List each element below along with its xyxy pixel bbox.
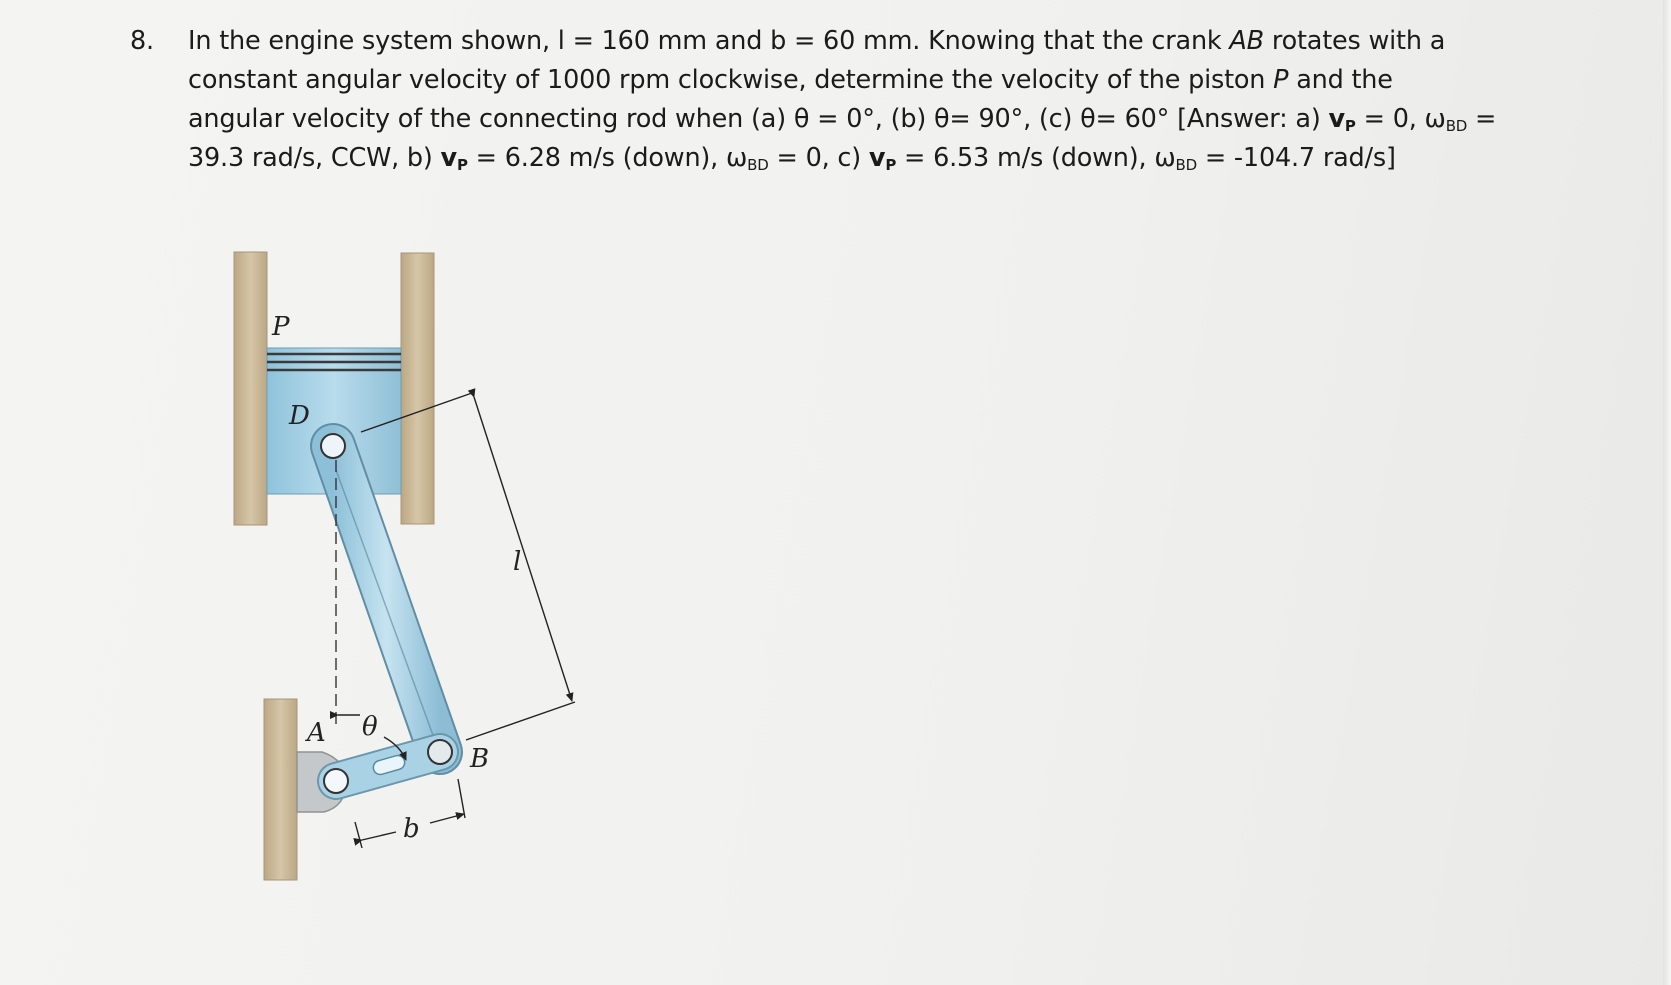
crank-support-wall <box>264 699 297 880</box>
text-segment: BD <box>1445 117 1468 135</box>
text-segment: P <box>1273 65 1289 95</box>
text-segment: angular velocity of the connecting rod when (a) θ = 0°, (b) θ= 90°, (c) θ= 60° [Answer: a) <box>188 104 1329 134</box>
text-segment: v <box>868 143 886 173</box>
label-p: P <box>272 312 290 342</box>
crank-arm <box>336 752 440 781</box>
text-segment: rotates with a <box>1263 26 1446 56</box>
text-segment: = 0, ω <box>1355 104 1446 134</box>
problem-number: 8. <box>130 26 154 56</box>
text-segment: BD <box>747 156 769 174</box>
label-b-dimension: b <box>403 814 420 844</box>
text-segment: BD <box>1175 156 1197 174</box>
text-segment: = -104.7 rad/s] <box>1196 143 1396 173</box>
pin-a <box>324 769 348 793</box>
text-segment: = 6.53 m/s (down), ω <box>896 143 1176 173</box>
text-segment: v <box>1328 104 1345 134</box>
text-segment: P <box>885 156 897 174</box>
text-segment: = 0, c) <box>768 143 869 173</box>
pin-b <box>428 740 452 764</box>
label-l: l <box>513 547 522 577</box>
text-segment: and the <box>1288 65 1393 95</box>
label-b-point: B <box>470 744 490 774</box>
text-segment: v <box>440 143 457 173</box>
label-theta: θ <box>362 712 378 742</box>
text-segment: P <box>1344 117 1356 135</box>
text-segment: = 6.28 m/s (down), ω <box>467 143 748 173</box>
label-a: A <box>307 718 326 748</box>
text-segment: P <box>456 156 468 174</box>
cylinder-wall-right <box>401 253 434 524</box>
text-segment: 39.3 rad/s, CCW, b) <box>188 143 441 173</box>
text-segment: = <box>1467 104 1497 134</box>
page-edge <box>1663 0 1671 985</box>
text-segment: In the engine system shown, l = 160 mm and b = 60 mm. Knowing that the crank <box>188 26 1230 56</box>
pin-d <box>321 434 345 458</box>
cylinder-wall-left <box>234 252 267 525</box>
text-segment: constant angular velocity of 1000 rpm clockwise, determine the velocity of the piston <box>188 65 1274 95</box>
label-d: D <box>289 401 310 431</box>
text-segment: AB <box>1229 26 1264 56</box>
